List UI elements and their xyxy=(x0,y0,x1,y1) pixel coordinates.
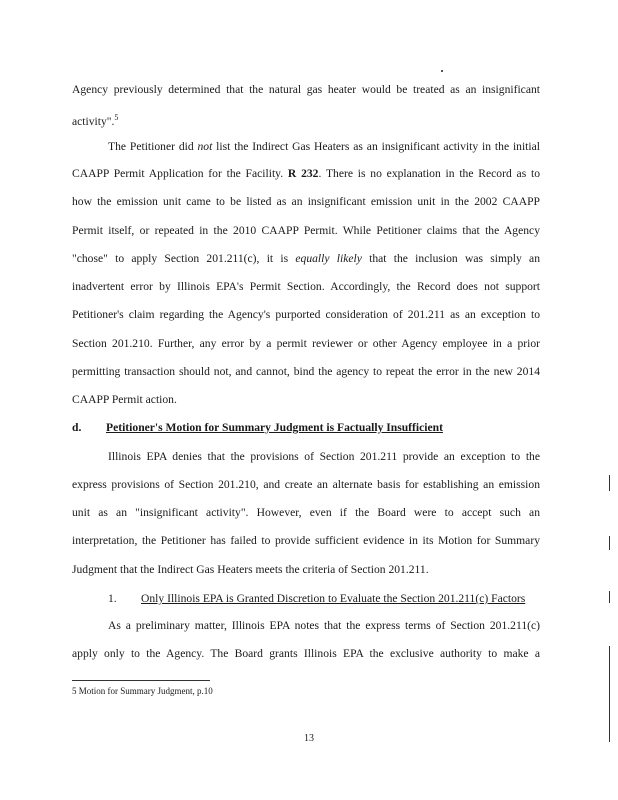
body-line: CAAPP Permit Application for the Facility. R 232. There is no explanation in the Record as to xyxy=(72,167,541,180)
body-line: Petitioner's claim regarding the Agency's purported consideration of 201.211 as an exception to xyxy=(72,308,540,321)
footnote-ref: 5 xyxy=(114,113,119,122)
body-line: apply only to the Agency. The Board grants Illinois EPA the exclusive authority to make a xyxy=(72,647,540,660)
subsection-heading xyxy=(108,592,540,606)
body-line: CAAPP Permit action. xyxy=(72,393,177,406)
body-line: how the emission unit came to be listed as an insignificant emission unit in the 2002 CAAPP xyxy=(72,195,540,208)
body-line: express provisions of Section 201.210, and create an alternate basis for establishing an emission xyxy=(72,478,540,491)
footnote: 5 Motion for Summary Judgment, p.10 xyxy=(72,686,213,696)
body-line: Permit itself, or repeated in the 2010 CAAPP Permit. While Petitioner claims that the Agency xyxy=(72,224,540,237)
body-line: Section 201.210. Further, any error by a permit reviewer or other Agency employee in a prior xyxy=(72,337,540,350)
body-line: unit as an "insignificant activity". However, even if the Board were to accept such an xyxy=(72,506,540,519)
margin-mark xyxy=(609,646,610,742)
body-line: The Petitioner did not list the Indirect Gas Heaters as an insignificant activity in the initial xyxy=(108,140,540,153)
body-line: Illinois EPA denies that the provisions of Section 201.211 provide an exception to the xyxy=(108,450,540,463)
body-line: permitting transaction should not, and cannot, bind the agency to repeat the error in the new 2014 xyxy=(72,365,540,378)
body-line: Judgment that the Indirect Gas Heaters meets the criteria of Section 201.211. xyxy=(72,563,429,576)
margin-mark xyxy=(609,475,610,491)
footnote-rule xyxy=(72,680,210,681)
subsection-number: 1. xyxy=(108,592,117,605)
section-title: Petitioner's Motion for Summary Judgment is Factually Insufficient xyxy=(106,421,443,434)
scan-speck xyxy=(441,70,443,72)
body-line: inadvertent error by Illinois EPA's Permit Section. Accordingly, the Record does not support xyxy=(72,280,540,293)
section-label: d. xyxy=(72,421,82,434)
body-line: "chose" to apply Section 201.211(c), it is equally likely that the inclusion was simply an xyxy=(72,252,540,265)
margin-mark xyxy=(609,536,610,550)
body-line: As a preliminary matter, Illinois EPA notes that the express terms of Section 201.211(c) xyxy=(108,619,540,632)
page-number: 13 xyxy=(304,733,314,744)
body-line: activity".$^5$ xyxy=(72,113,119,128)
body-line: interpretation, the Petitioner has failed to provide sufficient evidence in its Motion for Summary xyxy=(72,534,540,547)
body-line: Agency previously determined that the natural gas heater would be treated as an insignificant xyxy=(72,83,540,96)
subsection-title: Only Illinois EPA is Granted Discretion to Evaluate the Section 201.211(c) Factors xyxy=(141,592,526,605)
margin-mark xyxy=(609,591,610,603)
section-heading xyxy=(72,421,540,435)
